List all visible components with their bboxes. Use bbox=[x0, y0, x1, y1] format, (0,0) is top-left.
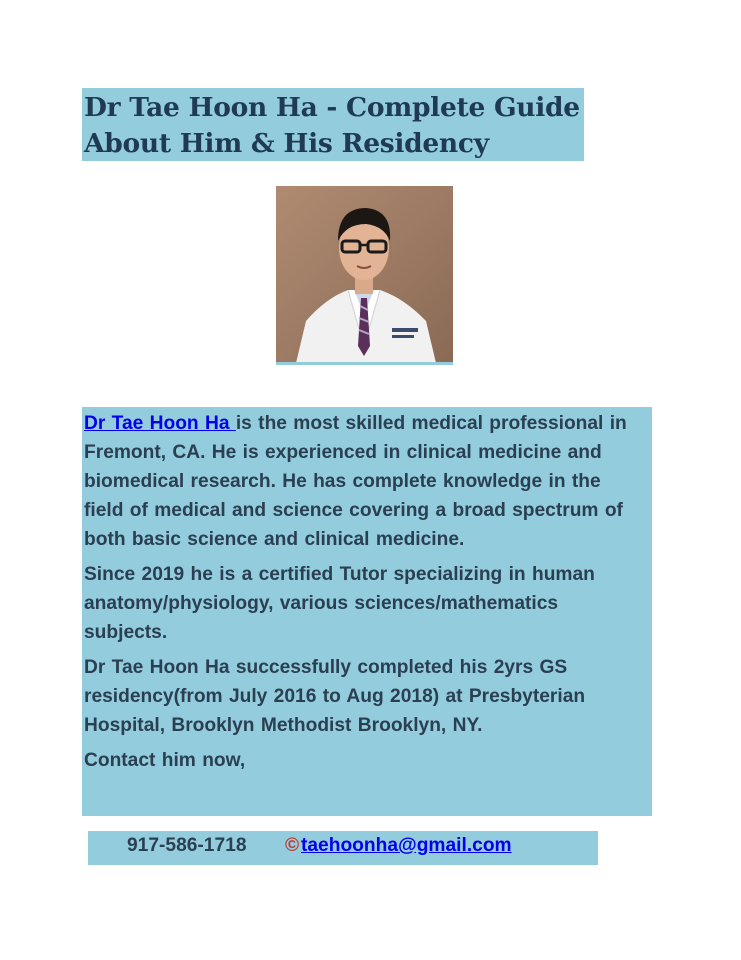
email-link[interactable]: taehoonha@gmail.com bbox=[301, 835, 512, 856]
profile-link[interactable]: Dr Tae Hoon Ha bbox=[84, 413, 236, 434]
bio-paragraph-4: Contact him now, bbox=[84, 750, 246, 771]
copyright-icon: © bbox=[285, 835, 300, 856]
bio-text bbox=[82, 407, 652, 775]
title-line-1: Dr Tae Hoon Ha - Complete Guide bbox=[84, 92, 580, 123]
title-box bbox=[82, 88, 584, 161]
title-line-2: About Him & His Residency bbox=[84, 128, 489, 159]
phone-number: 917-586-1718 bbox=[127, 835, 247, 856]
bio-paragraph-2: Since 2019 he is a certified Tutor specializing in human anatomy/physiology, various sciences/mathematics subjects. bbox=[84, 564, 595, 643]
contact-box bbox=[88, 831, 598, 865]
bio-paragraph-1-text: is the most skilled medical professional in Fremont, CA. He is experienced in clinical medicine and biomedical research. He has complete knowledge in the field of medical and science covering a broad spectrum of both basic science and clinical medicine. bbox=[84, 413, 627, 550]
page-title bbox=[82, 88, 584, 162]
bio-paragraph-1 bbox=[84, 409, 646, 554]
portrait-illustration bbox=[276, 186, 453, 363]
photo-underline bbox=[276, 362, 453, 365]
bio-box bbox=[82, 407, 652, 816]
bio-paragraph-3: Dr Tae Hoon Ha successfully completed his 2yrs GS residency(from July 2016 to Aug 2018) at Presbyterian Hospital, Brooklyn Methodist Brooklyn, NY. bbox=[84, 657, 586, 736]
portrait-photo bbox=[276, 186, 453, 363]
